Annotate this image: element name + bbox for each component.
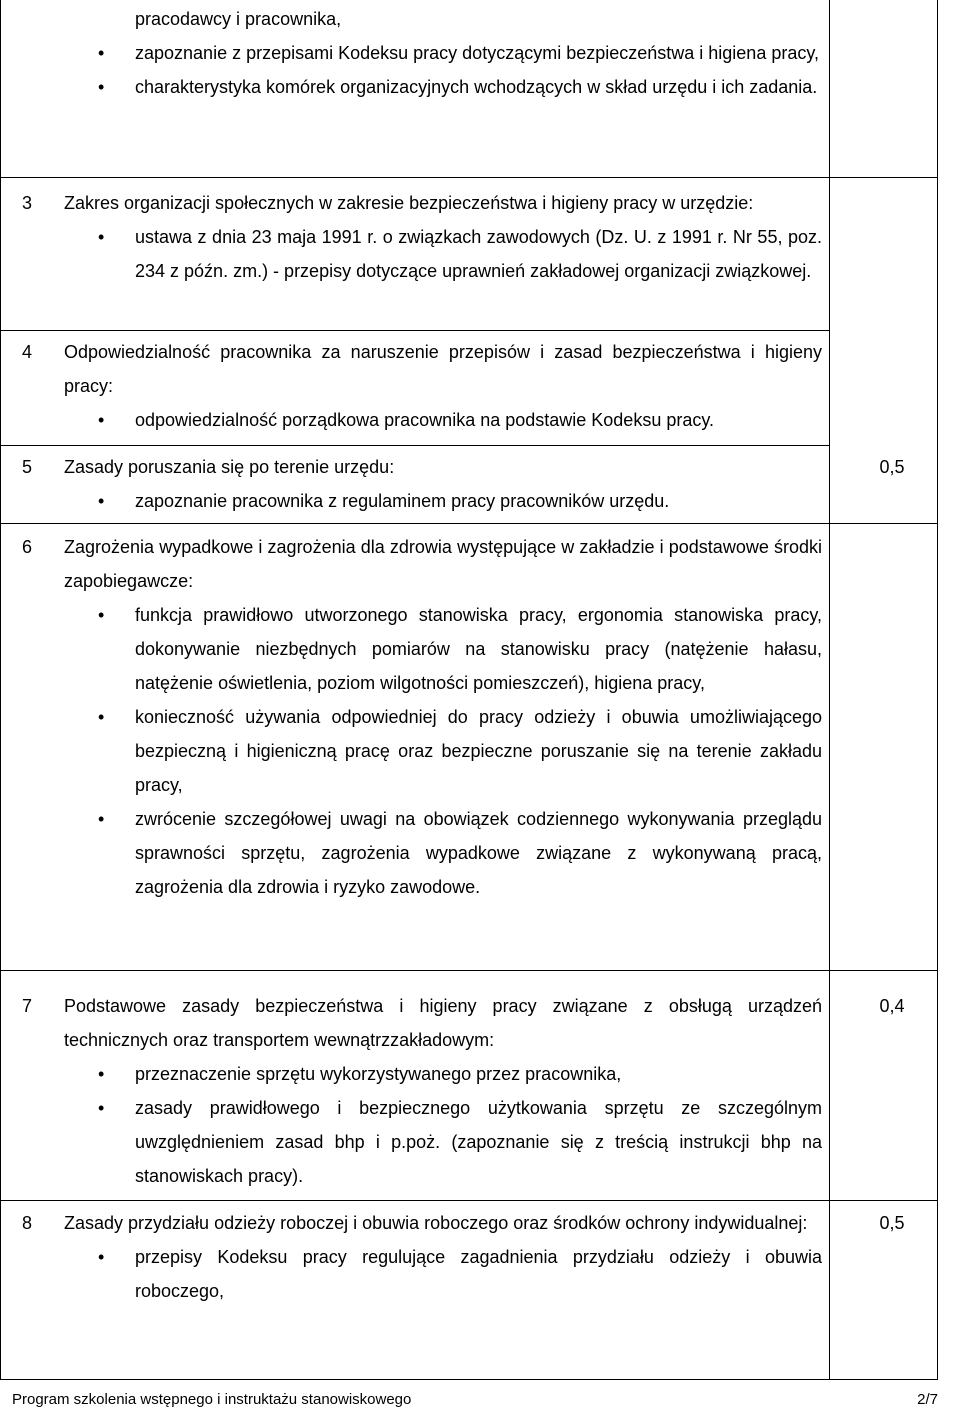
list-item: • funkcja prawidłowo utworzonego stanowiska pracy, ergonomia stanowiska pracy, dokonywanie niezbędnych pomiarów na stanowisku pracy (natężenie hałasu, natężenie oświetlenia, poziom wilgotności pomieszczeń), higiena pracy, xyxy=(64,598,822,700)
row-divider xyxy=(0,1200,938,1201)
continuation-line: pracodawcy i pracownika, xyxy=(135,9,342,29)
list-item: • konieczność używania odpowiedniej do pracy odzieży i obuwia umożliwiającego bezpieczną i higieniczną pracę oraz bezpieczne poruszanie się na terenie zakładu pracy, xyxy=(64,700,822,802)
row-4-content xyxy=(64,335,822,437)
row-title: Zasady poruszania się po terenie urzędu: xyxy=(64,457,395,477)
row-title: Zagrożenia wypadkowe i zagrożenia dla zdrowia występujące w zakładzie i podstawowe środki zapobiegawcze: xyxy=(64,537,822,591)
continuation-bullets xyxy=(64,36,822,104)
list-item: • zapoznanie pracownika z regulaminem pracy pracowników urzędu. xyxy=(64,484,822,518)
row-8-content xyxy=(64,1206,822,1308)
row-title: Podstawowe zasady bezpieczeństwa i higieny pracy związane z obsługą urządzeń technicznych oraz transportem wewnątrzzakładowym: xyxy=(64,996,822,1050)
list-item: • odpowiedzialność porządkowa pracownika na podstawie Kodeksu pracy. xyxy=(64,403,822,437)
list-item: • zapoznanie z przepisami Kodeksu pracy dotyczącymi bezpieczeństwa i higiena pracy, xyxy=(64,36,822,70)
hours-value: 0,5 xyxy=(879,1213,905,1233)
row-bullets xyxy=(64,403,822,437)
row-bullets xyxy=(64,220,822,288)
row-number: 4 xyxy=(22,342,33,362)
hours-value: 0,4 xyxy=(879,996,905,1016)
footer-title: Program szkolenia wstępnego i instruktażu stanowiskowego xyxy=(12,1391,412,1408)
row-7-content xyxy=(64,989,822,1193)
table-border-col-divider xyxy=(829,0,830,1380)
row-number: 7 xyxy=(22,996,33,1016)
row-bullets xyxy=(64,484,822,518)
row-number: 6 xyxy=(22,537,33,557)
table-border-right xyxy=(937,0,938,1380)
row-bullets xyxy=(64,1240,822,1308)
list-item: • przepisy Kodeksu pracy regulujące zagadnienia przydziału odzieży i obuwia roboczego, xyxy=(64,1240,822,1308)
row-title: Zasady przydziału odzieży roboczej i obuwia roboczego oraz środków ochrony indywidualnej: xyxy=(64,1213,808,1233)
row-title: Zakres organizacji społecznych w zakresie bezpieczeństwa i higieny pracy w urzędzie: xyxy=(64,193,754,213)
row-divider xyxy=(0,970,938,971)
row-3-content xyxy=(64,186,822,288)
row-bullets xyxy=(64,598,822,904)
row-2-continuation xyxy=(64,2,822,104)
list-item: • przeznaczenie sprzętu wykorzystywanego przez pracownika, xyxy=(64,1057,822,1091)
list-item: • zwrócenie szczegółowej uwagi na obowiązek codziennego wykonywania przeglądu sprawności sprzętu, zagrożenia wypadkowe związane z wykonywaną pracą, zagrożenia dla zdrowia i ryzyko zawodowe. xyxy=(64,802,822,904)
list-item: • charakterystyka komórek organizacyjnych wchodzących w skład urzędu i ich zadania. xyxy=(64,70,822,104)
row-divider xyxy=(0,523,938,524)
row-number: 3 xyxy=(22,193,33,213)
row-6-content xyxy=(64,530,822,904)
row-bullets xyxy=(64,1057,822,1193)
page-number: 2/7 xyxy=(917,1391,938,1408)
row-number: 8 xyxy=(22,1213,33,1233)
row-title: Odpowiedzialność pracownika za naruszenie przepisów i zasad bezpieczeństwa i higieny pracy: xyxy=(64,342,822,396)
row-5-content xyxy=(64,450,822,518)
row-divider xyxy=(0,330,830,331)
row-divider xyxy=(0,177,938,178)
hours-value: 0,5 xyxy=(879,457,905,477)
row-number: 5 xyxy=(22,457,33,477)
page-footer xyxy=(0,1382,938,1412)
list-item: • ustawa z dnia 23 maja 1991 r. o związkach zawodowych (Dz. U. z 1991 r. Nr 55, poz. 234 z późn. zm.) - przepisy dotyczące uprawnień zakładowej organizacji związkowej. xyxy=(64,220,822,288)
table-border-left xyxy=(0,0,1,1380)
table-bottom xyxy=(0,1379,938,1380)
row-divider xyxy=(0,445,830,446)
list-item: • zasady prawidłowego i bezpiecznego użytkowania sprzętu ze szczególnym uwzględnieniem zasad bhp i p.poż. (zapoznanie się z treścią instrukcji bhp na stanowiskach pracy). xyxy=(64,1091,822,1193)
